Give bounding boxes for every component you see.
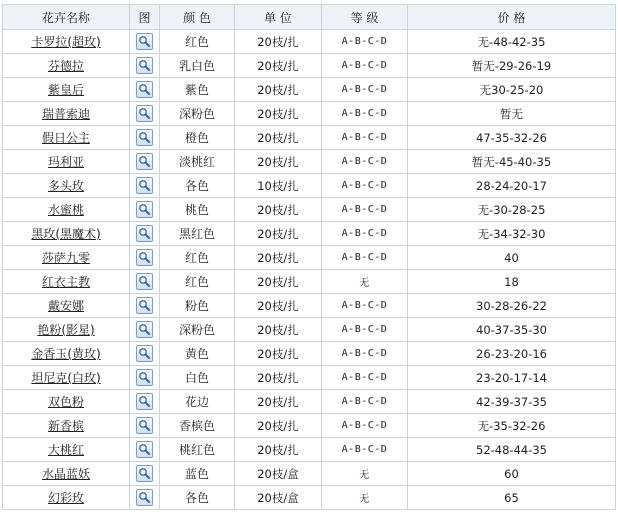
magnifier-icon[interactable] [136,465,153,482]
color-cell: 黑红色 [160,222,235,246]
magnifier-icon[interactable] [136,249,153,266]
color-cell: 深粉色 [160,102,235,126]
unit-cell: 20枝/扎 [235,78,322,102]
price-cell: 47-35-32-26 [408,126,616,150]
flower-name-link[interactable]: 坦尼克(白玫) [31,371,101,385]
flower-name-cell [3,246,130,270]
magnifier-icon[interactable] [136,369,153,386]
header-color: 颜 色 [160,5,235,30]
magnifier-icon[interactable] [136,297,153,314]
color-cell: 桃红色 [160,438,235,462]
price-cell: 52-48-44-35 [408,438,616,462]
price-cell: 无30-25-20 [408,78,616,102]
flower-name-cell [3,126,130,150]
price-cell: 42-39-37-35 [408,390,616,414]
flower-name-cell [3,174,130,198]
grade-cell: 无 [322,486,408,510]
grade-cell: A-B-C-D [322,246,408,270]
table-row [3,462,616,486]
flower-name-link[interactable]: 红衣主教 [41,275,90,289]
flower-name-link[interactable]: 瑞普索迪 [41,107,90,121]
flower-name-cell [3,270,130,294]
flower-name-cell [3,390,130,414]
table-header-row [3,5,616,30]
flower-name-link[interactable]: 大桃红 [47,443,84,457]
grade-cell: 无 [322,462,408,486]
flower-name-link[interactable]: 紫皇后 [47,83,84,97]
image-cell [130,462,160,486]
flower-name-cell [3,222,130,246]
grade-cell: A-B-C-D [322,342,408,366]
magnifier-icon[interactable] [136,81,153,98]
price-cell: 无-48-42-35 [408,30,616,54]
color-cell: 各色 [160,486,235,510]
color-cell: 黄色 [160,342,235,366]
unit-cell: 20枝/扎 [235,342,322,366]
unit-cell: 20枝/扎 [235,150,322,174]
magnifier-icon[interactable] [136,273,153,290]
unit-cell: 20枝/扎 [235,54,322,78]
table-row [3,366,616,390]
flower-name-link[interactable]: 戴安娜 [47,299,84,313]
unit-cell: 10枝/扎 [235,174,322,198]
magnifier-icon[interactable] [136,345,153,362]
table-row [3,342,616,366]
image-cell [130,222,160,246]
grade-cell: 无 [322,270,408,294]
flower-name-cell [3,102,130,126]
magnifier-icon[interactable] [136,57,153,74]
table-row [3,102,616,126]
image-cell [130,54,160,78]
flower-name-link[interactable]: 卡罗拉(超玫) [31,35,101,49]
magnifier-icon[interactable] [136,489,153,506]
grade-cell: A-B-C-D [322,30,408,54]
color-cell: 白色 [160,366,235,390]
price-cell: 暂无 [408,102,616,126]
magnifier-icon[interactable] [136,441,153,458]
magnifier-icon[interactable] [136,153,153,170]
flower-name-cell [3,78,130,102]
table-row [3,270,616,294]
table-row [3,414,616,438]
color-cell: 乳白色 [160,54,235,78]
color-cell: 蓝色 [160,462,235,486]
flower-name-cell [3,366,130,390]
header-name: 花卉名称 [3,5,130,30]
color-cell: 桃色 [160,198,235,222]
flower-name-cell [3,318,130,342]
magnifier-icon[interactable] [136,321,153,338]
color-cell: 红色 [160,270,235,294]
grade-cell: A-B-C-D [322,78,408,102]
grade-cell: A-B-C-D [322,318,408,342]
color-cell: 香槟色 [160,414,235,438]
price-cell: 无-34-32-30 [408,222,616,246]
price-cell: 无-30-28-25 [408,198,616,222]
grade-cell: A-B-C-D [322,390,408,414]
unit-cell: 20枝/扎 [235,30,322,54]
color-cell: 紫色 [160,78,235,102]
image-cell [130,366,160,390]
grade-cell: A-B-C-D [322,126,408,150]
table-row [3,150,616,174]
price-cell: 暂无-45-40-35 [408,150,616,174]
magnifier-icon[interactable] [136,393,153,410]
image-cell [130,486,160,510]
flower-name-cell [3,294,130,318]
grade-cell: A-B-C-D [322,174,408,198]
flower-name-link[interactable]: 芬德拉 [47,59,84,73]
header-image: 图 [130,5,160,30]
price-cell: 18 [408,270,616,294]
grade-cell: A-B-C-D [322,294,408,318]
magnifier-icon[interactable] [136,129,153,146]
flower-name-link[interactable]: 多头玫 [47,179,84,193]
image-cell [130,318,160,342]
table-row [3,30,616,54]
table-row [3,174,616,198]
unit-cell: 20枝/扎 [235,366,322,390]
unit-cell: 20枝/盒 [235,462,322,486]
image-cell [130,102,160,126]
grade-cell: A-B-C-D [322,438,408,462]
flower-name-link[interactable]: 假日公主 [41,131,90,145]
price-cell: 28-24-20-17 [408,174,616,198]
color-cell: 红色 [160,30,235,54]
unit-cell: 20枝/盒 [235,486,322,510]
flower-name-link[interactable]: 水蜜桃 [47,203,84,217]
table-row [3,438,616,462]
flower-name-link[interactable]: 幻彩玫 [47,491,84,505]
flower-name-link[interactable]: 水晶蓝妖 [41,467,90,481]
flower-name-link[interactable]: 艳粉(影星) [37,323,95,337]
header-grade: 等 级 [322,5,408,30]
flower-name-cell [3,438,130,462]
magnifier-icon[interactable] [136,33,153,50]
image-cell [130,198,160,222]
flower-name-link[interactable]: 黑玫(黑魔术) [31,227,101,241]
flower-name-link[interactable]: 新香槟 [47,419,84,433]
grade-cell: A-B-C-D [322,414,408,438]
table-row [3,486,616,510]
color-cell: 红色 [160,246,235,270]
grade-cell: A-B-C-D [322,366,408,390]
table-row [3,318,616,342]
image-cell [130,174,160,198]
magnifier-icon[interactable] [136,105,153,122]
image-cell [130,438,160,462]
color-cell: 深粉色 [160,318,235,342]
color-cell: 各色 [160,174,235,198]
image-cell [130,150,160,174]
flower-name-link[interactable]: 双色粉 [47,395,84,409]
flower-name-cell [3,414,130,438]
color-cell: 橙色 [160,126,235,150]
price-cell: 23-20-17-14 [408,366,616,390]
table-row [3,54,616,78]
flower-name-link[interactable]: 莎萨九零 [41,251,90,265]
flower-name-cell [3,342,130,366]
unit-cell: 20枝/扎 [235,102,322,126]
flower-name-cell [3,150,130,174]
image-cell [130,390,160,414]
price-cell: 30-28-26-22 [408,294,616,318]
table-row [3,198,616,222]
image-cell [130,30,160,54]
table-row [3,78,616,102]
image-cell [130,342,160,366]
image-cell [130,78,160,102]
flower-name-cell [3,198,130,222]
unit-cell: 20枝/扎 [235,294,322,318]
color-cell: 粉色 [160,294,235,318]
unit-cell: 20枝/扎 [235,390,322,414]
unit-cell: 20枝/扎 [235,270,322,294]
unit-cell: 20枝/扎 [235,246,322,270]
unit-cell: 20枝/扎 [235,126,322,150]
grade-cell: A-B-C-D [322,54,408,78]
color-cell: 花边 [160,390,235,414]
header-unit: 单 位 [235,5,322,30]
unit-cell: 20枝/扎 [235,222,322,246]
magnifier-icon[interactable] [136,201,153,218]
image-cell [130,246,160,270]
grade-cell: A-B-C-D [322,102,408,126]
grade-cell: A-B-C-D [322,198,408,222]
flower-name-link[interactable]: 玛利亚 [47,155,84,169]
table-row [3,294,616,318]
flower-name-cell [3,486,130,510]
image-cell [130,270,160,294]
price-cell: 60 [408,462,616,486]
color-cell: 淡桃红 [160,150,235,174]
price-cell: 暂无-29-26-19 [408,54,616,78]
price-cell: 无-35-32-26 [408,414,616,438]
magnifier-icon[interactable] [136,225,153,242]
flower-name-cell [3,30,130,54]
image-cell [130,414,160,438]
unit-cell: 20枝/扎 [235,198,322,222]
flower-name-cell [3,462,130,486]
table-row [3,126,616,150]
table-row [3,222,616,246]
image-cell [130,126,160,150]
image-cell [130,294,160,318]
grade-cell: A-B-C-D [322,222,408,246]
price-cell: 65 [408,486,616,510]
grade-cell: A-B-C-D [322,150,408,174]
price-cell: 40 [408,246,616,270]
unit-cell: 20枝/扎 [235,414,322,438]
flower-price-table [2,4,616,510]
flower-name-link[interactable]: 金香玉(黄玫) [31,347,101,361]
price-cell: 26-23-20-16 [408,342,616,366]
magnifier-icon[interactable] [136,417,153,434]
table-row [3,246,616,270]
header-price: 价 格 [408,5,616,30]
table-row [3,390,616,414]
unit-cell: 20枝/扎 [235,438,322,462]
unit-cell: 20枝/扎 [235,318,322,342]
price-cell: 40-37-35-30 [408,318,616,342]
flower-name-cell [3,54,130,78]
magnifier-icon[interactable] [136,177,153,194]
